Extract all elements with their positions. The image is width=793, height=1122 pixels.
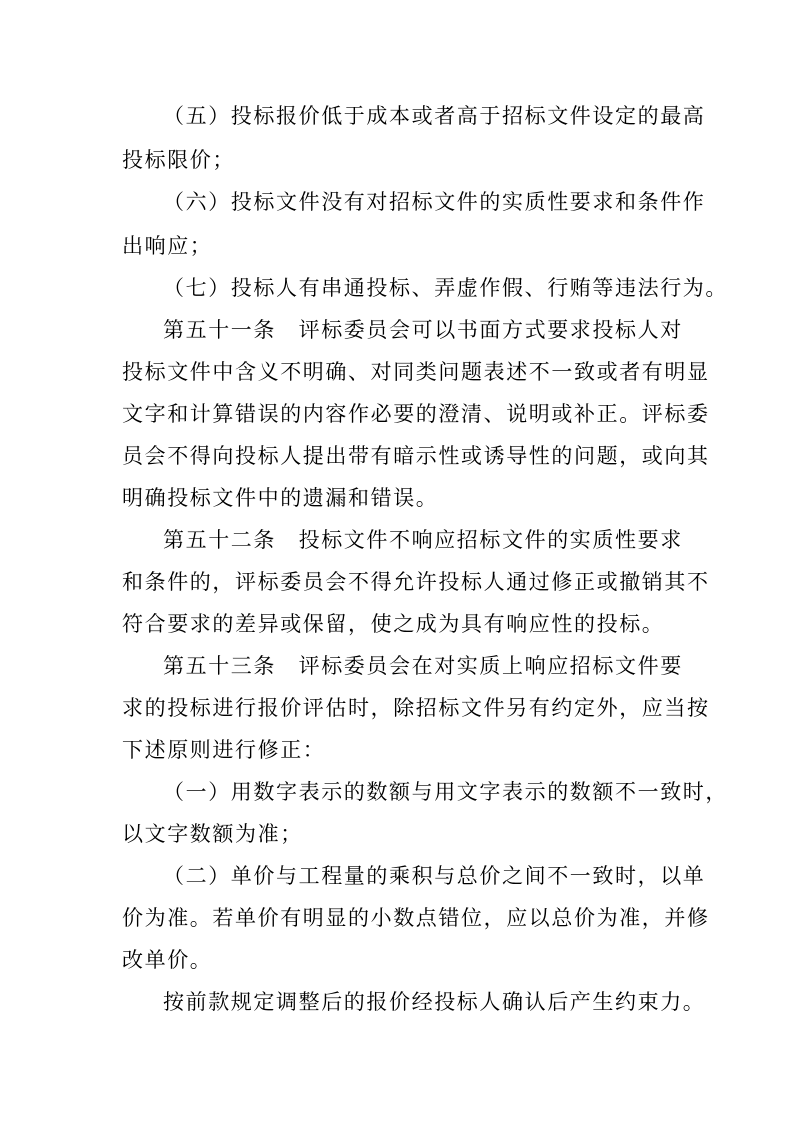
text-line: 投标文件中含义不明确、对同类问题表述不一致或者有明显	[122, 360, 710, 384]
text-line: 文字和计算错误的内容作必要的澄清、说明或补正。评标委	[122, 402, 710, 426]
text-line: 价为准。若单价有明显的小数点错位，应以总价为准，并修	[122, 906, 710, 930]
text-line: （七）投标人有串通投标、弄虚作假、行贿等违法行为。	[163, 276, 728, 300]
text-line: 符合要求的差异或保留，使之成为具有响应性的投标。	[122, 612, 665, 636]
text-line: （一）用数字表示的数额与用文字表示的数额不一致时，	[163, 780, 728, 804]
text-line: 和条件的，评标委员会不得允许投标人通过修正或撤销其不	[122, 570, 710, 594]
text-line: 明确投标文件中的遗漏和错误。	[122, 486, 439, 510]
text-line: （二）单价与工程量的乘积与总价之间不一致时，以单	[163, 864, 706, 888]
text-line: 出响应；	[122, 234, 213, 258]
text-line: 改单价。	[122, 948, 213, 972]
text-line: （五）投标报价低于成本或者高于招标文件设定的最高	[163, 104, 706, 128]
text-line: 第五十一条 评标委员会可以书面方式要求投标人对	[163, 318, 683, 342]
text-line: 求的投标进行报价评估时，除招标文件另有约定外，应当按	[122, 696, 710, 720]
text-line: 投标限价；	[122, 148, 235, 172]
text-line: 第五十二条 投标文件不响应招标文件的实质性要求	[163, 528, 683, 552]
text-line: 第五十三条 评标委员会在对实质上响应招标文件要	[163, 654, 683, 678]
text-line: 员会不得向投标人提出带有暗示性或诱导性的问题，或向其	[122, 444, 710, 468]
text-line: 下述原则进行修正：	[122, 738, 326, 762]
text-line: 按前款规定调整后的报价经投标人确认后产生约束力。	[163, 990, 706, 1014]
text-line: 以文字数额为准；	[122, 822, 303, 846]
text-line: （六）投标文件没有对招标文件的实质性要求和条件作	[163, 190, 706, 214]
